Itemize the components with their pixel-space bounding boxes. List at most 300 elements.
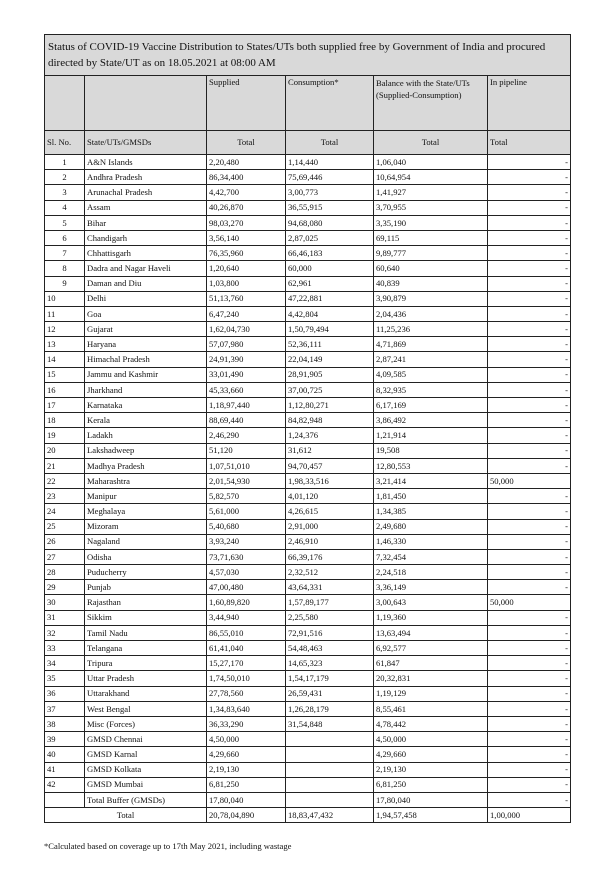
row-pipeline: -	[488, 306, 571, 321]
vaccine-distribution-document	[44, 34, 570, 823]
header-total-consumption: Total	[286, 131, 374, 155]
row-state-name: West Bengal	[85, 701, 207, 716]
row-sl-no: 30	[45, 595, 85, 610]
row-sl-no: 26	[45, 534, 85, 549]
row-sl-no: 13	[45, 337, 85, 352]
row-state-name: Manipur	[85, 489, 207, 504]
row-sl-no: 4	[45, 200, 85, 215]
row-pipeline: -	[488, 747, 571, 762]
row-balance: 1,41,927	[374, 185, 488, 200]
grand-total-row	[45, 808, 571, 823]
table-row	[45, 382, 571, 397]
row-pipeline: -	[488, 185, 571, 200]
row-consumption: 1,50,79,494	[286, 322, 374, 337]
table-row	[45, 595, 571, 610]
row-consumption: 60,000	[286, 261, 374, 276]
row-state-name: Delhi	[85, 291, 207, 306]
row-state-name: Haryana	[85, 337, 207, 352]
row-sl-no: 9	[45, 276, 85, 291]
row-pipeline: -	[488, 792, 571, 807]
table-row	[45, 352, 571, 367]
row-sl-no: 12	[45, 322, 85, 337]
row-state-name: Bihar	[85, 215, 207, 230]
row-state-name: Karnataka	[85, 398, 207, 413]
vaccine-distribution-table	[44, 34, 571, 823]
table-row	[45, 428, 571, 443]
table-row	[45, 473, 571, 488]
footnote: *Calculated based on coverage up to 17th May 2021, including wastage	[44, 841, 292, 851]
row-balance: 8,55,461	[374, 701, 488, 716]
row-consumption: 36,55,915	[286, 200, 374, 215]
row-consumption: 4,42,804	[286, 306, 374, 321]
header-total-pipeline: Total	[488, 131, 571, 155]
row-sl-no: 38	[45, 716, 85, 731]
row-state-name: Goa	[85, 306, 207, 321]
row-sl-no: 40	[45, 747, 85, 762]
header-consumption: Consumption*	[286, 76, 374, 131]
table-row	[45, 276, 571, 291]
row-consumption: 14,65,323	[286, 656, 374, 671]
row-supplied: 51,120	[207, 443, 286, 458]
row-state-name: Punjab	[85, 580, 207, 595]
row-pipeline: -	[488, 762, 571, 777]
table-row	[45, 777, 571, 792]
row-balance: 1,19,129	[374, 686, 488, 701]
row-balance: 3,35,190	[374, 215, 488, 230]
table-row	[45, 398, 571, 413]
row-state-name: Ladakh	[85, 428, 207, 443]
table-row	[45, 610, 571, 625]
row-supplied: 40,26,870	[207, 200, 286, 215]
row-consumption: 43,64,331	[286, 580, 374, 595]
table-row	[45, 625, 571, 640]
table-row	[45, 656, 571, 671]
row-balance: 13,63,494	[374, 625, 488, 640]
row-consumption: 94,68,080	[286, 215, 374, 230]
row-pipeline: -	[488, 155, 571, 170]
row-pipeline: -	[488, 246, 571, 261]
row-sl-no: 6	[45, 230, 85, 245]
row-pipeline: -	[488, 367, 571, 382]
row-state-name: GMSD Chennai	[85, 732, 207, 747]
row-state-name: GMSD Karnal	[85, 747, 207, 762]
row-consumption: 75,69,446	[286, 170, 374, 185]
row-balance: 17,80,040	[374, 792, 488, 807]
row-consumption	[286, 747, 374, 762]
row-consumption: 47,22,881	[286, 291, 374, 306]
row-sl-no: 11	[45, 306, 85, 321]
grand-total-pipeline: 1,00,000	[488, 808, 571, 823]
row-pipeline: -	[488, 534, 571, 549]
row-supplied: 47,00,480	[207, 580, 286, 595]
row-pipeline: -	[488, 458, 571, 473]
header-sl-no: Sl. No.	[45, 131, 85, 155]
row-balance: 4,29,660	[374, 747, 488, 762]
row-pipeline: -	[488, 291, 571, 306]
row-consumption: 72,91,516	[286, 625, 374, 640]
row-pipeline: -	[488, 489, 571, 504]
row-pipeline: -	[488, 716, 571, 731]
row-sl-no: 20	[45, 443, 85, 458]
row-consumption: 22,04,149	[286, 352, 374, 367]
row-supplied: 24,91,390	[207, 352, 286, 367]
row-state-name: Gujarat	[85, 322, 207, 337]
header-total-balance: Total	[374, 131, 488, 155]
row-consumption: 28,91,905	[286, 367, 374, 382]
row-state-name: Andhra Pradesh	[85, 170, 207, 185]
row-balance: 1,81,450	[374, 489, 488, 504]
row-balance: 2,87,241	[374, 352, 488, 367]
row-pipeline: -	[488, 686, 571, 701]
row-consumption: 54,48,463	[286, 641, 374, 656]
header-supplied: Supplied	[207, 76, 286, 131]
row-sl-no: 19	[45, 428, 85, 443]
table-row	[45, 413, 571, 428]
row-sl-no: 1	[45, 155, 85, 170]
row-consumption: 31,54,848	[286, 716, 374, 731]
row-state-name: Daman and Diu	[85, 276, 207, 291]
row-state-name: Nagaland	[85, 534, 207, 549]
row-supplied: 3,93,240	[207, 534, 286, 549]
row-pipeline: -	[488, 276, 571, 291]
row-balance: 60,640	[374, 261, 488, 276]
row-consumption: 1,57,89,177	[286, 595, 374, 610]
row-state-name: Mizoram	[85, 519, 207, 534]
row-supplied: 36,33,290	[207, 716, 286, 731]
row-consumption: 31,612	[286, 443, 374, 458]
row-state-name: Meghalaya	[85, 504, 207, 519]
row-supplied: 27,78,560	[207, 686, 286, 701]
row-state-name: Jharkhand	[85, 382, 207, 397]
row-sl-no: 27	[45, 549, 85, 564]
row-consumption	[286, 762, 374, 777]
row-consumption: 62,961	[286, 276, 374, 291]
row-pipeline: -	[488, 428, 571, 443]
row-balance: 3,86,492	[374, 413, 488, 428]
row-pipeline: 50,000	[488, 595, 571, 610]
row-supplied: 2,46,290	[207, 428, 286, 443]
row-balance: 19,508	[374, 443, 488, 458]
table-row	[45, 565, 571, 580]
row-sl-no: 7	[45, 246, 85, 261]
row-pipeline: -	[488, 382, 571, 397]
table-row	[45, 641, 571, 656]
row-consumption	[286, 792, 374, 807]
row-sl-no	[45, 792, 85, 807]
row-supplied: 3,44,940	[207, 610, 286, 625]
row-balance: 61,847	[374, 656, 488, 671]
table-row	[45, 246, 571, 261]
row-balance: 4,09,585	[374, 367, 488, 382]
table-row	[45, 732, 571, 747]
row-state-name: Jammu and Kashmir	[85, 367, 207, 382]
row-supplied: 6,81,250	[207, 777, 286, 792]
row-sl-no: 39	[45, 732, 85, 747]
row-balance: 12,80,553	[374, 458, 488, 473]
table-body	[45, 155, 571, 808]
row-sl-no: 28	[45, 565, 85, 580]
row-balance: 6,17,169	[374, 398, 488, 413]
row-sl-no: 17	[45, 398, 85, 413]
row-state-name: Lakshadweep	[85, 443, 207, 458]
row-sl-no: 35	[45, 671, 85, 686]
row-pipeline: -	[488, 701, 571, 716]
row-supplied: 4,29,660	[207, 747, 286, 762]
row-sl-no: 41	[45, 762, 85, 777]
table-row	[45, 155, 571, 170]
row-consumption: 4,26,615	[286, 504, 374, 519]
row-balance: 1,34,385	[374, 504, 488, 519]
table-row	[45, 716, 571, 731]
row-balance: 2,49,680	[374, 519, 488, 534]
row-balance: 4,78,442	[374, 716, 488, 731]
header-sl-blank	[45, 76, 85, 131]
row-state-name: GMSD Kolkata	[85, 762, 207, 777]
row-pipeline: -	[488, 641, 571, 656]
row-balance: 2,24,518	[374, 565, 488, 580]
row-pipeline: -	[488, 230, 571, 245]
row-sl-no: 24	[45, 504, 85, 519]
row-pipeline: -	[488, 398, 571, 413]
row-sl-no: 8	[45, 261, 85, 276]
row-pipeline: -	[488, 261, 571, 276]
row-supplied: 1,60,89,820	[207, 595, 286, 610]
row-balance: 2,04,436	[374, 306, 488, 321]
row-pipeline: -	[488, 671, 571, 686]
row-supplied: 88,69,440	[207, 413, 286, 428]
row-sl-no: 42	[45, 777, 85, 792]
row-consumption: 37,00,725	[286, 382, 374, 397]
row-state-name: Himachal Pradesh	[85, 352, 207, 367]
table-row	[45, 337, 571, 352]
row-pipeline: -	[488, 413, 571, 428]
header-row-columns	[45, 131, 571, 155]
row-state-name: Dadra and Nagar Haveli	[85, 261, 207, 276]
row-supplied: 57,07,980	[207, 337, 286, 352]
row-pipeline: -	[488, 549, 571, 564]
row-sl-no: 29	[45, 580, 85, 595]
row-supplied: 1,74,50,010	[207, 671, 286, 686]
row-pipeline: -	[488, 443, 571, 458]
row-state-name: Uttarakhand	[85, 686, 207, 701]
grand-total-consumption: 18,83,47,432	[286, 808, 374, 823]
row-balance: 20,32,831	[374, 671, 488, 686]
row-consumption: 2,87,025	[286, 230, 374, 245]
row-balance: 6,81,250	[374, 777, 488, 792]
row-supplied: 33,01,490	[207, 367, 286, 382]
row-supplied: 1,34,83,640	[207, 701, 286, 716]
table-row	[45, 322, 571, 337]
row-state-name: Tripura	[85, 656, 207, 671]
row-state-name: Rajasthan	[85, 595, 207, 610]
table-row	[45, 261, 571, 276]
row-balance: 69,115	[374, 230, 488, 245]
table-row	[45, 306, 571, 321]
table-row	[45, 701, 571, 716]
row-consumption: 2,46,910	[286, 534, 374, 549]
row-balance: 8,32,935	[374, 382, 488, 397]
row-state-name: Odisha	[85, 549, 207, 564]
row-balance: 6,92,577	[374, 641, 488, 656]
row-state-name: Sikkim	[85, 610, 207, 625]
row-sl-no: 15	[45, 367, 85, 382]
row-consumption: 2,91,000	[286, 519, 374, 534]
row-consumption	[286, 777, 374, 792]
table-row	[45, 291, 571, 306]
row-pipeline: -	[488, 732, 571, 747]
table-title: Status of COVID-19 Vaccine Distribution to States/UTs both supplied free by Government of India and procured directed by State/UT as on 18.05.2021 at 08:00 AM	[45, 35, 571, 76]
row-state-name: A&N Islands	[85, 155, 207, 170]
row-sl-no: 23	[45, 489, 85, 504]
row-sl-no: 5	[45, 215, 85, 230]
row-pipeline: -	[488, 625, 571, 640]
row-consumption: 3,00,773	[286, 185, 374, 200]
row-supplied: 17,80,040	[207, 792, 286, 807]
row-supplied: 2,19,130	[207, 762, 286, 777]
row-balance: 1,21,914	[374, 428, 488, 443]
row-consumption: 4,01,120	[286, 489, 374, 504]
row-consumption	[286, 732, 374, 747]
row-pipeline: -	[488, 200, 571, 215]
row-supplied: 76,35,960	[207, 246, 286, 261]
row-sl-no: 31	[45, 610, 85, 625]
row-balance: 3,36,149	[374, 580, 488, 595]
row-pipeline: -	[488, 352, 571, 367]
table-row	[45, 671, 571, 686]
row-balance: 3,21,414	[374, 473, 488, 488]
row-balance: 3,70,955	[374, 200, 488, 215]
row-supplied: 4,57,030	[207, 565, 286, 580]
row-consumption: 66,39,176	[286, 549, 374, 564]
row-consumption: 94,70,457	[286, 458, 374, 473]
row-supplied: 4,50,000	[207, 732, 286, 747]
row-state-name: Arunachal Pradesh	[85, 185, 207, 200]
row-state-name: Telangana	[85, 641, 207, 656]
row-balance: 40,839	[374, 276, 488, 291]
row-consumption: 2,32,512	[286, 565, 374, 580]
header-state-blank	[85, 76, 207, 131]
table-row	[45, 534, 571, 549]
row-supplied: 86,34,400	[207, 170, 286, 185]
header-total-supplied: Total	[207, 131, 286, 155]
row-supplied: 15,27,170	[207, 656, 286, 671]
row-sl-no: 10	[45, 291, 85, 306]
row-sl-no: 2	[45, 170, 85, 185]
header-pipeline: In pipeline	[488, 76, 571, 131]
table-row	[45, 443, 571, 458]
row-supplied: 1,18,97,440	[207, 398, 286, 413]
row-balance: 9,89,777	[374, 246, 488, 261]
row-consumption: 1,14,440	[286, 155, 374, 170]
row-consumption: 1,98,33,516	[286, 473, 374, 488]
row-supplied: 4,42,700	[207, 185, 286, 200]
row-state-name: Assam	[85, 200, 207, 215]
row-consumption: 1,12,80,271	[286, 398, 374, 413]
row-consumption: 66,46,183	[286, 246, 374, 261]
table-row	[45, 489, 571, 504]
row-pipeline: 50,000	[488, 473, 571, 488]
table-row	[45, 519, 571, 534]
row-supplied: 3,56,140	[207, 230, 286, 245]
row-pipeline: -	[488, 777, 571, 792]
row-balance: 3,00,643	[374, 595, 488, 610]
row-balance: 10,64,954	[374, 170, 488, 185]
row-sl-no: 21	[45, 458, 85, 473]
row-supplied: 2,01,54,930	[207, 473, 286, 488]
row-consumption: 1,26,28,179	[286, 701, 374, 716]
table-row	[45, 580, 571, 595]
row-sl-no: 37	[45, 701, 85, 716]
row-balance: 1,46,330	[374, 534, 488, 549]
row-pipeline: -	[488, 170, 571, 185]
grand-total-balance: 1,94,57,458	[374, 808, 488, 823]
row-supplied: 1,07,51,010	[207, 458, 286, 473]
row-state-name: Chhattisgarh	[85, 246, 207, 261]
table-row	[45, 170, 571, 185]
row-state-name: Misc (Forces)	[85, 716, 207, 731]
row-pipeline: -	[488, 610, 571, 625]
header-state: State/UTs/GMSDs	[85, 131, 207, 155]
table-row	[45, 762, 571, 777]
header-row-group	[45, 76, 571, 131]
row-consumption: 2,25,580	[286, 610, 374, 625]
row-supplied: 5,40,680	[207, 519, 286, 534]
row-balance: 1,06,040	[374, 155, 488, 170]
row-balance: 4,71,869	[374, 337, 488, 352]
row-supplied: 86,55,010	[207, 625, 286, 640]
row-pipeline: -	[488, 519, 571, 534]
row-supplied: 5,61,000	[207, 504, 286, 519]
row-sl-no: 16	[45, 382, 85, 397]
row-balance: 1,19,360	[374, 610, 488, 625]
table-row	[45, 747, 571, 762]
header-balance: Balance with the State/UTs (Supplied-Consumption)	[374, 76, 488, 131]
row-sl-no: 14	[45, 352, 85, 367]
row-state-name: Chandigarh	[85, 230, 207, 245]
grand-total-label: Total	[45, 808, 207, 823]
table-row	[45, 185, 571, 200]
row-supplied: 51,13,760	[207, 291, 286, 306]
row-supplied: 2,20,480	[207, 155, 286, 170]
row-sl-no: 18	[45, 413, 85, 428]
table-row	[45, 549, 571, 564]
table-row	[45, 215, 571, 230]
row-pipeline: -	[488, 656, 571, 671]
row-sl-no: 25	[45, 519, 85, 534]
row-state-name: Maharashtra	[85, 473, 207, 488]
row-sl-no: 32	[45, 625, 85, 640]
row-sl-no: 33	[45, 641, 85, 656]
row-supplied: 5,82,570	[207, 489, 286, 504]
row-supplied: 45,33,660	[207, 382, 286, 397]
row-supplied: 1,03,800	[207, 276, 286, 291]
table-row	[45, 367, 571, 382]
row-consumption: 26,59,431	[286, 686, 374, 701]
row-sl-no: 22	[45, 473, 85, 488]
row-pipeline: -	[488, 580, 571, 595]
table-row	[45, 230, 571, 245]
table-row	[45, 200, 571, 215]
row-sl-no: 36	[45, 686, 85, 701]
row-supplied: 98,03,270	[207, 215, 286, 230]
row-state-name: Total Buffer (GMSDs)	[85, 792, 207, 807]
row-balance: 4,50,000	[374, 732, 488, 747]
row-supplied: 73,71,630	[207, 549, 286, 564]
row-supplied: 6,47,240	[207, 306, 286, 321]
row-supplied: 1,20,640	[207, 261, 286, 276]
row-balance: 3,90,879	[374, 291, 488, 306]
row-pipeline: -	[488, 215, 571, 230]
